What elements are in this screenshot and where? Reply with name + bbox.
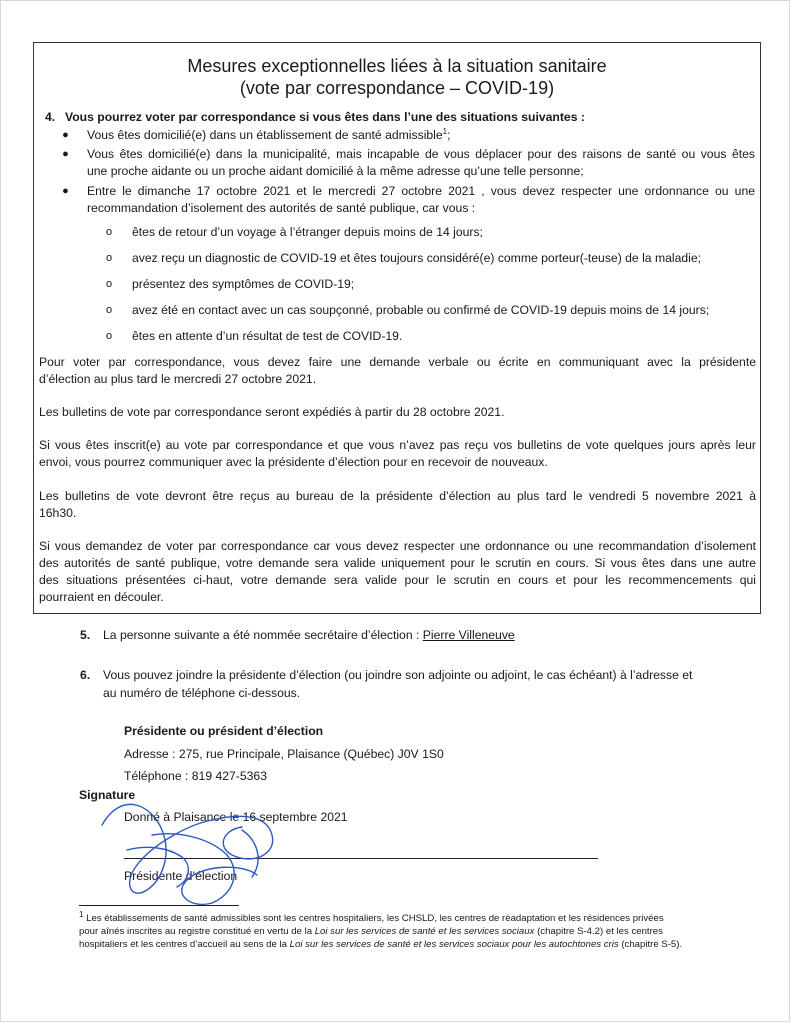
bullet-2-line-2: une proche aidante ou un proche aidant domicilié à la même adresse qu’une telle personne; bbox=[87, 164, 584, 178]
bullet-1-text: Vous êtes domicilié(e) dans un établissement de santé admissible bbox=[87, 128, 443, 142]
sub-item-1: êtes de retour d’un voyage à l’étranger depuis moins de 14 jours; bbox=[132, 225, 483, 239]
footnote-text-1: Les établissements de santé admissibles sont les centres hospitaliers, les CHSLD, les centres de réadaptation et les résidences privées bbox=[83, 913, 664, 924]
footnote-separator bbox=[79, 905, 239, 906]
para-1-line-2: d’élection au plus tard le mercredi 27 octobre 2021. bbox=[39, 372, 317, 386]
para-1-line-1: Pour voter par correspondance, vous devez faire une demande verbale ou écrite en communiquant avec la présidente bbox=[39, 355, 756, 369]
circle-bullet-icon: o bbox=[106, 252, 113, 264]
section-5-text: La personne suivante a été nommée secrétaire d’élection : bbox=[103, 628, 423, 642]
circle-bullet-icon: o bbox=[106, 278, 113, 290]
bullet-icon: ● bbox=[62, 185, 69, 197]
section-5 bbox=[103, 627, 515, 644]
covid-measures-box bbox=[33, 42, 761, 614]
circle-bullet-icon: o bbox=[106, 304, 113, 316]
circle-bullet-icon: o bbox=[106, 330, 113, 342]
footnote-line-2 bbox=[79, 925, 739, 938]
section-6-line-1: Vous pouvez joindre la présidente d’élection (ou joindre son adjointe ou adjoint, le cas échéant) à l’adresse et bbox=[103, 668, 693, 682]
bullet-1 bbox=[87, 127, 755, 144]
section-6-number: 6. bbox=[80, 668, 91, 682]
bullet-2-line-1: Vous êtes domicilié(e) dans la municipalité, mais incapable de vous déplacer pour des raisons de santé ou vous êtes bbox=[87, 147, 755, 161]
para-5-line-3: des situations présentées ci-haut, votre demande sera valide pour le scrutin en cours et pour les recommencements qui bbox=[39, 573, 756, 587]
para-5-line-2: des autorités de santé publique, votre demande sera valide uniquement pour le scrutin en cours. Si vous êtes dans une autre bbox=[39, 556, 756, 570]
para-5-line-4: pourraient en découler. bbox=[39, 590, 164, 604]
bullet-1-end: ; bbox=[447, 128, 451, 142]
section-6-line-2: au numéro de téléphone ci-dessous. bbox=[103, 686, 301, 700]
footnote-mark: 1 bbox=[79, 909, 84, 919]
sub-item-5: êtes en attente d’un résultat de test de COVID-19. bbox=[132, 329, 403, 343]
sub-item-2: avez reçu un diagnostic de COVID-19 et êtes toujours considéré(e) comme porteur(-teuse) de la maladie; bbox=[132, 251, 702, 265]
footnote-law-2: Loi sur les services de santé et les services sociaux pour les autochtones cris bbox=[289, 939, 619, 950]
footnote-line-1 bbox=[79, 909, 739, 925]
para-3-line-1: Si vous êtes inscrit(e) au vote par correspondance et que vous n’avez pas reçu vos bulletins de vote quelques jours après leur bbox=[39, 438, 756, 452]
contact-heading: Présidente ou président d’élection bbox=[124, 724, 324, 738]
section-4-heading bbox=[45, 109, 585, 126]
bullet-icon: ● bbox=[62, 148, 69, 160]
footnote-law-1: Loi sur les services de santé et les services sociaux bbox=[314, 926, 535, 937]
bullet-3-line-1: Entre le dimanche 17 octobre 2021 et le mercredi 27 octobre 2021 , vous devez respecter une ordonnance ou une bbox=[87, 184, 755, 198]
signature-role: Présidente d’élection bbox=[124, 869, 238, 883]
title-line-2: (vote par correspondance – COVID-19) bbox=[239, 78, 555, 98]
box-title bbox=[34, 55, 760, 99]
section-4-heading-text: Vous pourrez voter par correspondance si vous êtes dans l’une des situations suivantes : bbox=[65, 110, 585, 124]
footnote-text-2a: pour aînés inscrites au registre constitué en vertu de la bbox=[79, 926, 315, 937]
sub-item-4: avez été en contact avec un cas soupçonné, probable ou confirmé de COVID-19 depuis moins de 14 jours; bbox=[132, 303, 710, 317]
para-2: Les bulletins de vote par correspondance seront expédiés à partir du 28 octobre 2021. bbox=[39, 405, 505, 419]
signature-heading: Signature bbox=[79, 788, 136, 802]
signature-given: Donné à Plaisance le 16 septembre 2021 bbox=[124, 810, 348, 824]
para-4-line-2: 16h30. bbox=[39, 506, 77, 520]
circle-bullet-icon: o bbox=[106, 226, 113, 238]
footnote-text-2c: (chapitre S-4.2) et les centres bbox=[534, 926, 663, 937]
footnote-ref: 1 bbox=[442, 126, 448, 136]
title-line-1: Mesures exceptionnelles liées à la situation sanitaire bbox=[187, 56, 607, 76]
footnote-text-3c: (chapitre S-5). bbox=[618, 939, 683, 950]
section-4-number: 4. bbox=[45, 110, 56, 124]
bullet-3-line-2: recommandation d’isolement des autorités de santé publique, car vous : bbox=[87, 201, 476, 215]
contact-phone: Téléphone : 819 427-5363 bbox=[124, 769, 267, 783]
handwritten-signature bbox=[92, 795, 282, 910]
footnote-text-3a: hospitaliers et les centres d’accueil au sens de la bbox=[79, 939, 290, 950]
bullet-icon: ● bbox=[62, 129, 69, 141]
para-5-line-1: Si vous demandez de voter par correspondance car vous devez respecter une ordonnance ou une recommandation d’isolement bbox=[39, 539, 756, 553]
footnote bbox=[79, 909, 739, 951]
secretary-name: Pierre Villeneuve bbox=[422, 628, 515, 642]
footnote-line-3 bbox=[79, 938, 739, 951]
contact-address: Adresse : 275, rue Principale, Plaisance (Québec) J0V 1S0 bbox=[124, 747, 444, 761]
para-4-line-1: Les bulletins de vote devront être reçus au bureau de la présidente d’élection au plus tard le vendredi 5 novembre 2021 à bbox=[39, 489, 756, 503]
section-5-number: 5. bbox=[80, 628, 91, 642]
para-3-line-2: envoi, vous pourrez communiquer avec la présidente d’élection pour en recevoir de nouveaux. bbox=[39, 455, 548, 469]
sub-item-3: présentez des symptômes de COVID-19; bbox=[132, 277, 355, 291]
